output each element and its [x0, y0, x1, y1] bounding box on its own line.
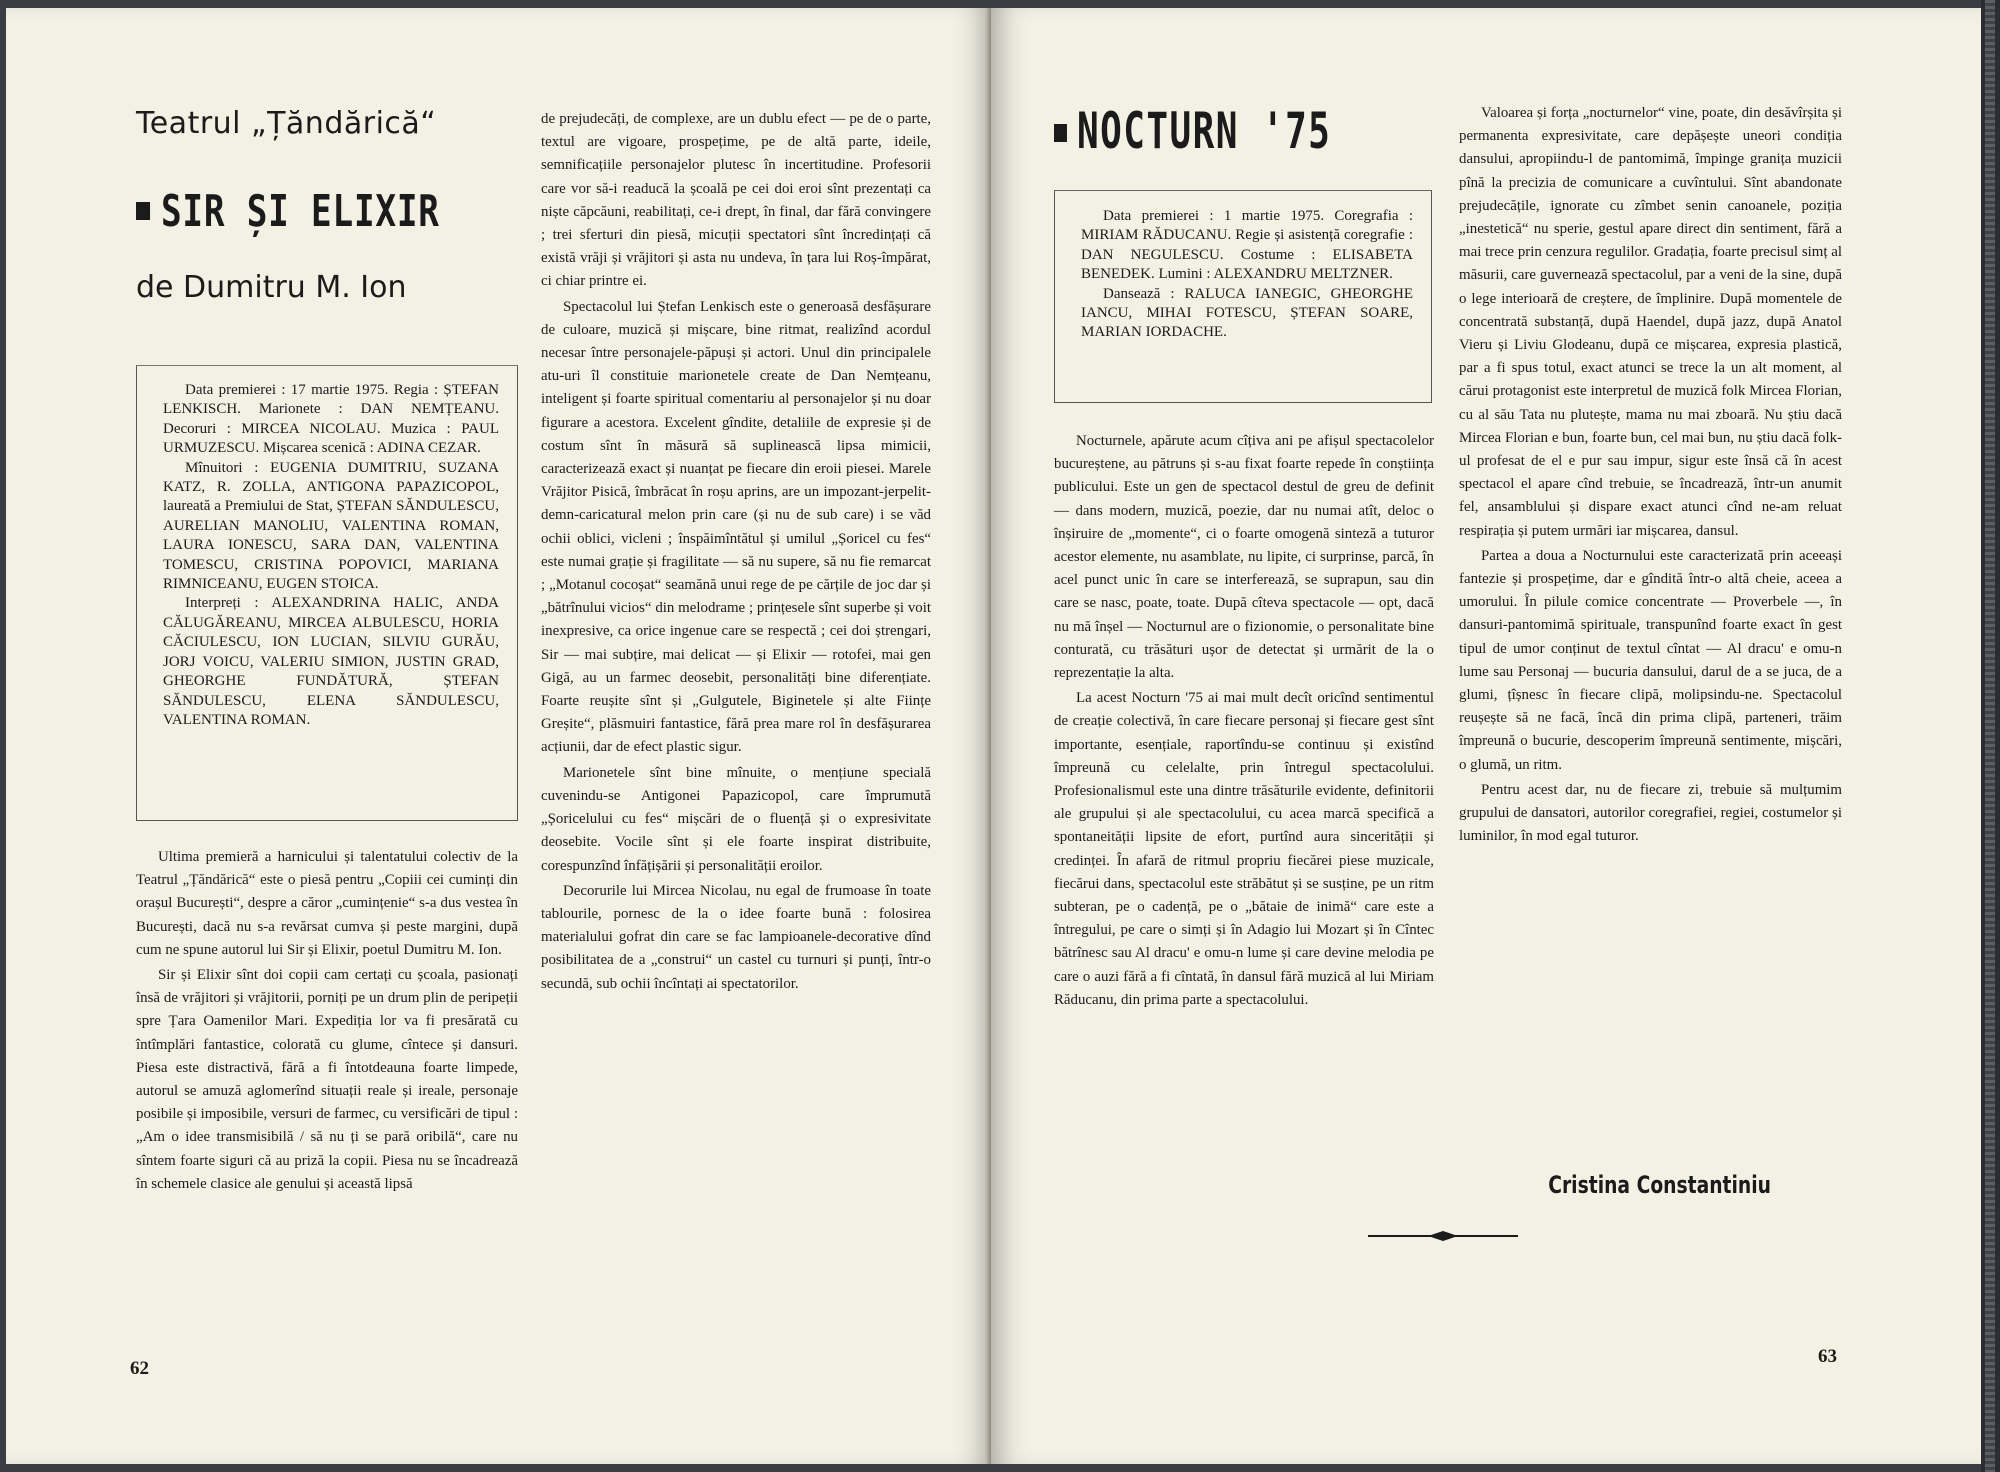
square-bullet-icon: [1054, 124, 1067, 142]
square-bullet-icon: [136, 202, 150, 220]
right-page: [991, 8, 1981, 1464]
ornament-divider-icon: [1368, 1230, 1518, 1242]
article-column-2: [1459, 102, 1842, 849]
article-paragraph: Spectacolul lui Ștefan Lenkisch este o generoasă desfășurare de culoare, muzică și mișcare, bine ritmat, realizînd acordul necesar între personajele-păpuși și actori. Unul din principalele atu-uri îl constituie marionetele create de Dan Nemțeanu, inteligent și foarte spiritual comentariu al personajelor și nu doar figurare a acestora. Excelent gîndite, detaliile de expresie și de costum sînt în măsură să suplinească lipsa mimicii, caracterizează exact și nuanțat pe fiecare din eroii piesei. Marele Vrăjitor Pisică, îmbrăcat în roșu aprins, are un impozant-jerpelit-demn-caricatural melon prin care (și nu de sub care) i se văd ochii oblici, vicleni ; înspăimîntătul și umilul „Șoricel cu fes“ este numai grație și fragilitate — să nu supere, să nu fie remarcat ; „Motanul cocoșat“ seamănă unui rege de pe cărțile de joc dar și „bătrînului vicios“ din melodrame ; prințesele sînt superbe și voit inexpresive, ca orice ingenue care se respectă ; cei doi ștrengari, Sir — mai subțire, mai delicat — și Elixir — rotofei, mai gen Gigă, au un farmec deosebit, personalități bine diferențiate. Foarte reușite sînt și „Gulgutele, Biginetele și alte Ființe Greșite“, plăsmuiri fantastice, fără prea mare rol în desfășurarea acțiunii, dar de efect plastic sigur.: [541, 298, 931, 756]
article-paragraph: Nocturnele, apărute acum cîțiva ani pe afișul spectacolelor bucureștene, au pătruns și s-au fixat foarte repede în conștiința publicului. Este un gen de spectacol destul de greu de definit — dans modern, muzică, poezie, dar nu numai atît, deloc o înșiruire de „momente“, ci o foarte omogenă sinteză a tuturor acestor elemente, nu asamblate, nu lipite, ci surprinse, parcă, în acel punct unic în care se interferează, se suprapun, sau din care se nasc, poate, toate. După cîteva spectacole — opt, dacă nu mă înșel — Nocturnul are o fizionomie, o personalitate bine conturată, cu trăsături ușor de detectat și urmărit de la o reprezentație la alta.: [1054, 433, 1434, 682]
article-paragraph: Pentru acest dar, nu de fiecare zi, trebuie să mulțumim grupului de dansatori, autorilor coregrafiei, regiei, costumelor și luminilor, în mod egal tuturor.: [1459, 781, 1842, 845]
article-paragraph: La acest Nocturn '75 ai mai mult decît oricînd sentimentul de creație colectivă, în care fiecare personaj și fiecare gest sînt importante, esențiale, raportîndu-se continuu și existînd împreună cu celelalte, prin întregul spectacolului. Profesionalismul este una dintre trăsăturile evidente, definitorii ale grupului și ale spectacolului, cu acea marcă specifică a spontaneității lipsite de efort, purtînd aura sincerității și credinței. În afară de ritmul propriu fiecărei piese muzicale, fiecărui dans, spectacolul este străbătut și se susține, pe un ritm subteran, pe o cadență, pe o „bătaie de inimă“ care este a întregului, pe care o simți și în Adagio lui Mozart și în Cîntec bătrînesc sau Al dracu' e omu-n lume și care devine melodia pe care o auzi fără a fi cîntată, în dansul fără muzică al lui Miriam Răducanu, din prima parte a spectacolului.: [1054, 690, 1434, 1008]
page-number: 62: [130, 1358, 149, 1379]
show-title: [1054, 102, 1331, 160]
show-title-text: SIR ȘI ELIXIR: [160, 186, 440, 237]
article-paragraph: de prejudecăți, de complexe, are un dublu efect — pe de o parte, textul are vigoare, prospețime, pe de altă parte, ideile, semnificațiile personajelor plutesc în incertitudine. Profesorii care vor să-i readucă la școală pe cei doi eroi sînt prezentați ca niște căpcăuni, reabilitați, ce-i drept, în final, dar fără convingere ; trei sferturi din piesă, micuții spectatori sînt încredințați că există vrăji și vrăjitori și asta nu undeva, în țara lui Roș-împărat, ci chiar printre ei.: [541, 111, 931, 290]
book-edge: [1981, 0, 2000, 1472]
article-paragraph: Valoarea și forța „nocturnelor“ vine, poate, din desăvîrșita și permanenta expresivitate, care depășește uneori condiția dansului, apropiindu-l de pantomimă, împinge granița muzicii pînă la precizia de comunicare a cuvîntului. Sînt abandonate prejudecățile, ignorate cu zîmbet senin canoanele, poziția „inestetică“ nu sperie, gestul apare direct din sentiment, fără a mai trece prin cenzura regulilor. Gradația, foarte precisul simț al măsurii, care guvernează spectacolul, par a veni de la sine, după o lege interioară de creștere, de împlinire. După momentele de concentrată substanță, după Haendel, după jazz, după Anatol Vieru și Liviu Glodeanu, după ce mișcarea, expresia plastică, par a fi spus totul, exact atunci se trece la un alt moment, al cărui protagonist este interpretul de muzică folk Mircea Florian, cu al său Tata nu plutește, mama nu mai zboară. Nu știu dacă Mircea Florian e bun, foarte bun, cel mai bun, nu știu dacă folk-ul profesat de el e pur sau impur, sigur este însă că în acest spectacol el apare cînd trebuie, se încadrează, într-un anumit fel, ansamblului și dispare exact atunci cînd ne-am reluat respirația și putem urmări iar mișcarea, dansul.: [1459, 105, 1842, 539]
article-paragraph: Sir și Elixir sînt doi copii cam certați cu școala, pasionați însă de vrăjitori și vrăjitorii, porniți pe un drum plin de peripeții spre Țara Oamenilor Mari. Expediția lor va fi presărată cu întîmplări fantastice, colorată cu glume, cîntece și dansuri. Piesa este distractivă, fără a fi întotdeauna foarte limpede, autorul se amuză aglomerînd situații reale și ireale, personaje posibile și imposibile, versuri de farmec, cu versificări de tipul : „Am o idee transmisibilă / să nu ți se pară oribilă“, care nu sîntem foarte siguri că au priză la copii. Piesa nu se încadrează în schemele clasice ale genului și această lipsă: [136, 967, 518, 1192]
theatre-title: Teatrul „Țăndărică“: [136, 106, 437, 141]
page-number: 63: [1818, 1346, 1837, 1367]
article-paragraph: Ultima premieră a harnicului și talentatului colectiv de la Teatrul „Țăndărică“ este o piesă pentru „Copiii cei cuminți din orașul București“, despre a căror „cumințenie“ s-a dus vestea în București, dacă nu s-a revărsat cumva și peste margini, după cum ne spune autorul lui Sir și Elixir, poetul Dumitru M. Ion.: [136, 849, 518, 958]
credits-paragraph: Interpreți : ALEXANDRINA HALIC, ANDA CĂLUGĂREANU, MIRCEA ALBULESCU, HORIA CĂCIULESCU, ION LUCIAN, SILVIU GURĂU, JORJ VOICU, VALERIU SIMION, JUSTIN GRAD, GHEORGHE FUNDĂTURĂ, ȘTEFAN SĂNDULESCU, ELENA SĂNDULESCU, VALENTINA ROMAN.: [163, 595, 499, 728]
credits-paragraph: Dansează : RALUCA IANEGIC, GHEORGHE IANCU, MIHAI FOTESCU, ȘTEFAN SOARE, MARIAN IORDACHE.: [1081, 285, 1413, 341]
credits-paragraph: Mînuitori : EUGENIA DUMITRIU, SUZANA KATZ, R. ZOLLA, ANTIGONA PAPAZICOPOL, laureată a Premiului de Stat, ȘTEFAN SĂNDULESCU, AURELIAN MANOLIU, VALENTINA ROMAN, LAURA IONESCU, SARA DAN, VALENTINA TOMESCU, CRISTINA POPOVICI, MARIANA RIMNICEANU, EUGEN STOICA.: [163, 459, 499, 593]
show-title: [136, 186, 440, 237]
article-paragraph: Decorurile lui Mircea Nicolau, nu egal de frumoase în toate tablourile, pornesc de la o idee foarte bună : folosirea materialului gofrat din care se fac lampioanele-decorative dînd posibilitatea de a „construi“ un castel cu turnuri și punți, într-o secundă, sub ochii încîntați ai spectatorilor.: [541, 882, 931, 992]
author-signature: Cristina Constantiniu: [1548, 1171, 1771, 1199]
credits-paragraph: Data premierei : 1 martie 1975. Coregrafia : MIRIAM RĂDUCANU. Regie și asistență coregrafie : DAN NEGULESCU. Costume : ELISABETA BENEDEK. Lumini : ALEXANDRU MELTZNER.: [1081, 208, 1413, 283]
article-column-2: [541, 108, 931, 996]
show-title-text: NOCTURN '75: [1077, 102, 1332, 160]
credits-box: [136, 365, 518, 821]
credits-box: [1054, 190, 1432, 403]
article-paragraph: Partea a doua a Nocturnului este caracterizată prin aceeași fantezie și prospețime, dar e gîndită într-o altă cheie, aceea a umorului. În pilule comice concentrate — Proverbele —, în dansuri-pantomimă spirituale, transpunînd foarte exact în gest tipul de umor conținut de textul cîntat — Al dracu' e omu-n lume sau Personaj — bucuria dansului, darul de a se juca, de a glumi, țîșnesc în fiecare clipă, molipsindu-ne. Spectacolul reușește să ne facă, încă din prima clipă, parteneri, trăim împreună o bucurie, descoperim împreună sentimente, mișcări, o glumă, un ritm.: [1459, 547, 1842, 773]
author-line: de Dumitru M. Ion: [136, 270, 407, 305]
credits-paragraph: Data premierei : 17 martie 1975. Regia : ȘTEFAN LENKISCH. Marionete : DAN NEMȚEANU. Decoruri : MIRCEA NICOLAU. Muzica : PAUL URMUZESCU. Mișcarea scenică : ADINA CEZAR.: [163, 382, 499, 457]
left-page: [6, 8, 991, 1464]
article-paragraph: Marionetele sînt bine mînuite, o mențiune specială cuvenindu-se Antigonei Papazicopol, care împrumută „Șoricelului cu fes“ mișcări de o fluență și o expresivitate deosebite. Vocile sînt și ele foarte inspirat distribuite, corespunzînd înfățișării și personalității eroilor.: [541, 764, 931, 874]
article-column-1: [1054, 430, 1434, 1012]
article-column-1: [136, 846, 518, 1196]
